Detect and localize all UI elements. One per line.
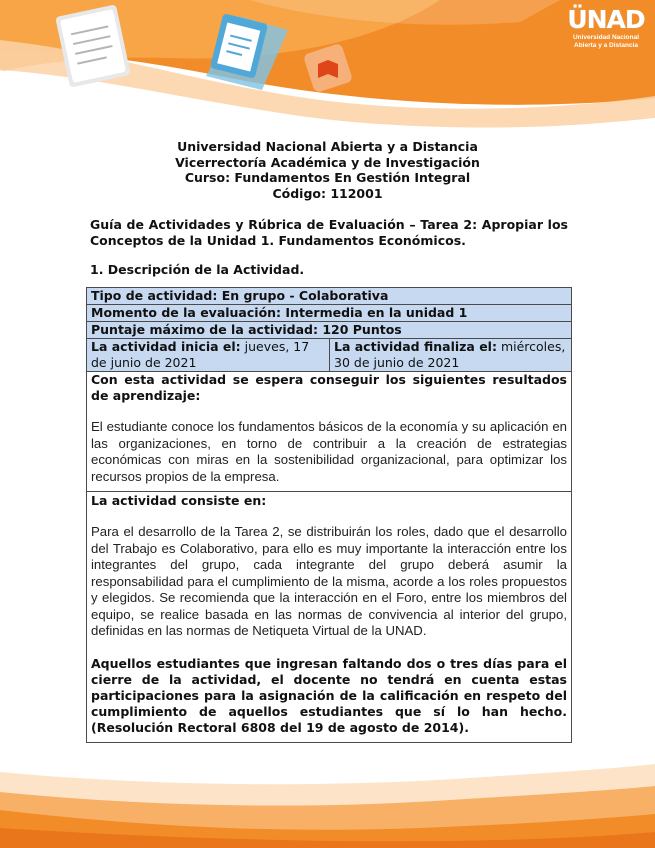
late-participation-warning: Aquellos estudiantes que ingresan faltando dos o tres días para el cierre de la actividad, el docente no tendrá en cuenta estas participaciones para la asignación de la calificación en respeto del cumplimiento de aquellos estudiantes que sí lo han hecho. (Resolución Rectoral 6808 del 19 de agosto de 2014). [91, 655, 567, 735]
end-date-label: La actividad finaliza el: [334, 339, 497, 354]
activity-table [86, 287, 572, 743]
table-row [87, 372, 571, 492]
logo-subtitle-line2: Abierta y a Distancia [574, 42, 638, 49]
unad-logo [567, 6, 645, 50]
expected-results-heading: Con esta actividad se espera conseguir los siguientes resultados de aprendizaje: [91, 372, 567, 403]
table-row [87, 305, 571, 322]
header-vicerrectoria: Vicerrectoría Académica y de Investigación [175, 154, 480, 170]
logo-word: ÜNAD [567, 5, 645, 34]
header-university: Universidad Nacional Abierta y a Distancia [177, 139, 478, 154]
start-date-value: jueves, 17 de junio de 2021 [91, 339, 310, 370]
table-row [87, 288, 571, 305]
start-date-label: La actividad inicia el: [91, 339, 241, 354]
guide-title: Guía de Actividades y Rúbrica de Evaluación – Tarea 2: Apropiar los Conceptos de la Unidad 1. Fundamentos Económicos. [90, 217, 568, 248]
table-row [87, 339, 571, 372]
expected-results-body: El estudiante conoce los fundamentos básicos de la economía y su aplicación en las organizaciones, en torno de contribuir a la creación de estrategias económicas con miras en la sostenibilidad organizacional, para optimizar los recursos propios de la empresa. [91, 419, 567, 484]
header-decoration [0, 0, 655, 135]
max-score: Puntaje máximo de la actividad: 120 Puntos [91, 322, 402, 337]
evaluation-moment: Momento de la evaluación: Intermedia en la unidad 1 [91, 305, 468, 320]
table-row [87, 322, 571, 339]
expected-results-cell [87, 372, 571, 491]
end-date-value: miércoles, 30 de junio de 2021 [334, 339, 566, 370]
header-code: Código: 112001 [272, 185, 383, 201]
end-date-cell [329, 339, 571, 371]
activity-type: Tipo de actividad: En grupo - Colaborativa [91, 288, 389, 303]
document-header [0, 139, 655, 201]
logo-subtitle-line1: Universidad Nacional [572, 34, 640, 41]
footer-decoration [0, 728, 655, 848]
activity-consists-body: Para el desarrollo de la Tarea 2, se distribuirán los roles, dado que el desarrollo del Trabajo es Colaborativo, para ello es muy importante la interacción entre los integrantes del grupo, cada integrante del grupo deberá asumir la responsabilidad para el cumplimiento de la misma, acorde a los roles propuestos y elegidos. Se recomienda que la interacción en el Foro, entre los miembros del equipo, se realice basada en las normas de convivencia al interior del grupo, definidas en las normas de Netiqueta Virtual de la UNAD. [91, 524, 567, 638]
activity-consists-heading: La actividad consiste en: [91, 493, 267, 508]
header-course: Curso: Fundamentos En Gestión Integral [184, 170, 471, 185]
activity-description-cell [87, 492, 571, 742]
start-date-cell [87, 339, 329, 371]
table-row [87, 492, 571, 742]
section-heading: 1. Descripción de la Actividad. [90, 262, 305, 277]
